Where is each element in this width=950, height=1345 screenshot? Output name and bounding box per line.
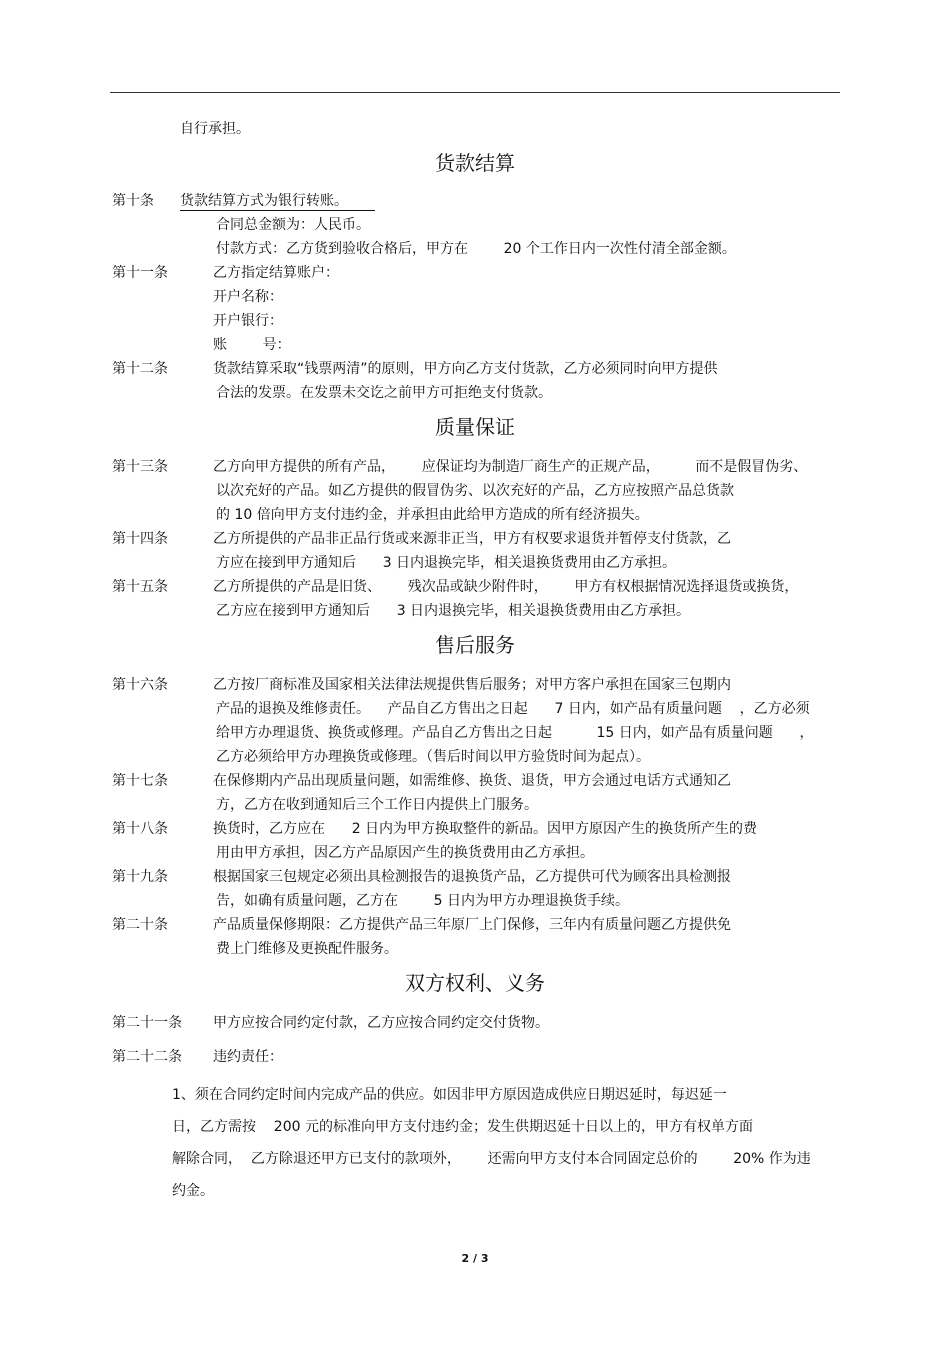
article-label: 第二十二条 [112,1049,182,1065]
section-heading-rights: 双方权利、义务 [405,971,545,995]
text-line: 乙方按厂商标准及国家相关法律法规提供售后服务；对甲方客户承担在国家三包期内 [213,677,731,693]
text-line: 方应在接到甲方通知后 3 日内退换完毕，相关退换货费用由乙方承担。 [216,555,677,571]
text-line: 方，乙方在收到通知后三个工作日内提供上门服务。 [216,797,538,813]
text-line: 日，乙方需按 200 元的标准向甲方支付违约金；发生供期迟延十日以上的，甲方有权单方面 [172,1119,753,1135]
article-label: 第十二条 [112,361,168,377]
text-line: 在保修期内产品出现质量问题，如需维修、换货、退货，甲方会通过电话方式通知乙 [213,773,731,789]
article-label: 第十七条 [112,773,168,789]
text-line: 1、须在合同约定时间内完成产品的供应。如因非甲方原因造成供应日期迟延时，每迟延一 [172,1087,727,1103]
text-line: 开户银行： [213,313,283,329]
text-line: 的 10 倍向甲方支付违约金，并承担由此给甲方造成的所有经济损失。 [216,507,649,523]
underlined-text: 货款结算方式为银行转账。 [180,193,348,209]
article-label: 第十九条 [112,869,168,885]
article-label: 第十一条 [112,265,168,281]
text-line: 乙方所提供的产品非正品行货或来源非正当，甲方有权要求退货并暂停支付货款，乙 [213,531,731,547]
text-line: 费上门维修及更换配件服务。 [216,941,398,957]
text-line: 合同总金额为：人民币。 [216,217,370,233]
text-line [180,192,375,210]
text-line: 乙方必须给甲方办理换货或修理。（售后时间以甲方验货时间为起点）。 [216,749,650,765]
text-line: 以次充好的产品。如乙方提供的假冒伪劣、以次充好的产品，乙方应按照产品总货款 [216,483,734,499]
page-number: 2 / 3 [461,1252,489,1265]
text-line: 货款结算采取“钱票两清”的原则，甲方向乙方支付货款，乙方必须同时向甲方提供 [213,361,718,377]
article-label: 第十三条 [112,459,168,475]
text-line: 乙方所提供的产品是旧货、 残次品或缺少附件时， 甲方有权根据情况选择退货或换货， [213,579,799,595]
text-line: 用由甲方承担，因乙方产品原因产生的换货费用由乙方承担。 [216,845,594,861]
text-line: 甲方应按合同约定付款，乙方应按合同约定交付货物。 [213,1015,549,1031]
text-line: 解除合同， 乙方除退还甲方已支付的款项外， 还需向甲方支付本合同固定总价的 20% 作为违 [172,1151,811,1167]
section-heading-quality: 质量保证 [435,415,515,439]
text-line: 付款方式：乙方货到验收合格后，甲方在 20 个工作日内一次性付清全部金额。 [216,241,736,257]
text-line: 换货时，乙方应在 2 日内为甲方换取整件的新品。因甲方原因产生的换货所产生的费 [213,821,758,837]
article-label: 第十四条 [112,531,168,547]
text-line: 给甲方办理退货、换货或修理。产品自乙方售出之日起 15 日内，如产品有质量问题 ， [216,725,814,741]
article-label: 第十八条 [112,821,168,837]
article-label: 第十条 [112,193,154,209]
header-rule [110,92,840,93]
article-label: 第二十条 [112,917,168,933]
text-line: 乙方应在接到甲方通知后 3 日内退换完毕，相关退换货费用由乙方承担。 [216,603,691,619]
text-line: 账 号： [213,337,291,353]
text-line: 约金。 [172,1183,214,1199]
text-line: 乙方向甲方提供的所有产品， 应保证均为制造厂商生产的正规产品， 而不是假冒伪劣、 [213,459,808,475]
section-heading-payment: 货款结算 [435,151,515,175]
section-heading-after-sales: 售后服务 [435,633,515,657]
text-line: 产品的退换及维修责任。 产品自乙方售出之日起 7 日内，如产品有质量问题 ，乙方必须 [216,701,810,717]
text-line: 告，如确有质量问题，乙方在 5 日内为甲方办理退换货手续。 [216,893,629,909]
text-line: 违约责任： [213,1049,283,1065]
text-line: 产品质量保修期限：乙方提供产品三年原厂上门保修，三年内有质量问题乙方提供免 [213,917,731,933]
text-line: 乙方指定结算账户： [213,265,339,281]
text-line: 根据国家三包规定必须出具检测报告的退换货产品，乙方提供可代为顾客出具检测报 [213,869,731,885]
text-line: 自行承担。 [180,121,250,137]
text-line: 开户名称： [213,289,283,305]
article-label: 第十六条 [112,677,168,693]
text-line: 合法的发票。在发票未交讫之前甲方可拒绝支付货款。 [216,385,552,401]
article-label: 第十五条 [112,579,168,595]
article-label: 第二十一条 [112,1015,182,1031]
